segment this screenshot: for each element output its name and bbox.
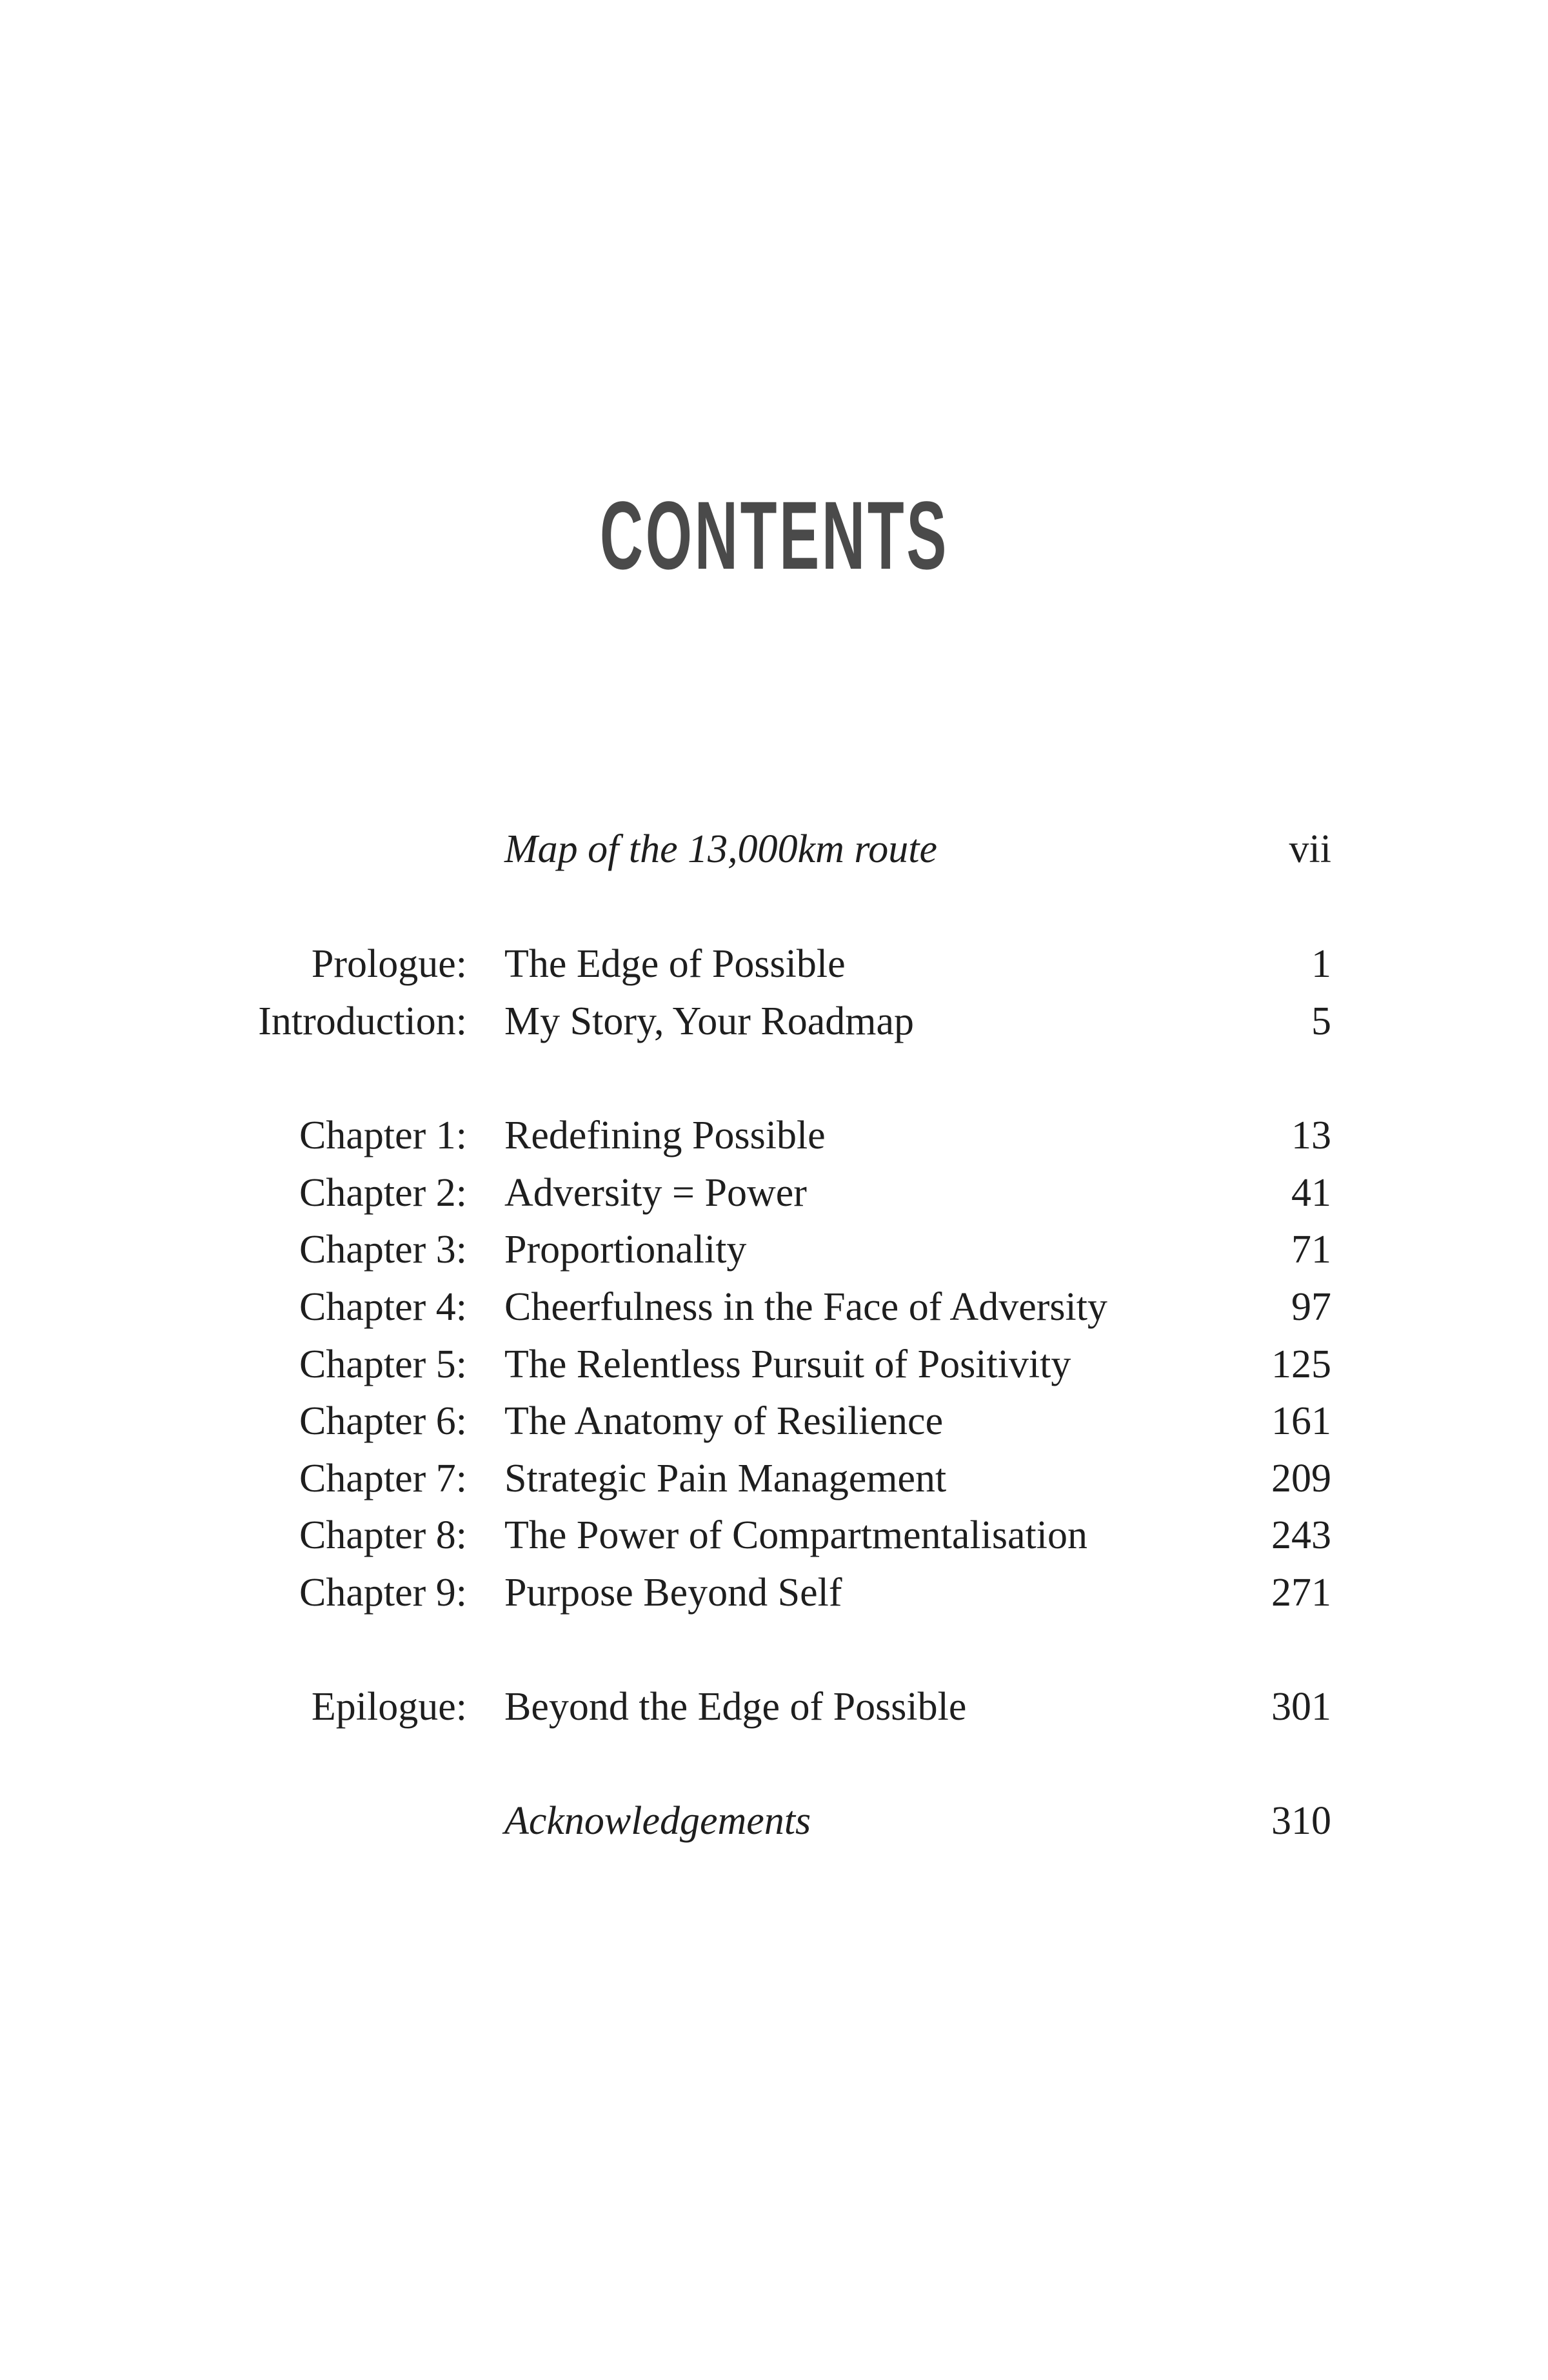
toc-entry-title[interactable]: The Relentless Pursuit of Positivity (504, 1342, 1071, 1386)
toc-entry-title[interactable]: Beyond the Edge of Possible (504, 1685, 967, 1729)
toc-entry-map[interactable] (0, 820, 1548, 878)
toc-entry-introduction[interactable] (0, 992, 1548, 1050)
toc-entry-epilogue[interactable] (0, 1678, 1548, 1736)
toc-entry-title[interactable]: The Edge of Possible (504, 942, 846, 986)
toc-entry-page: 1 (1311, 942, 1331, 986)
toc-entry-acknowledgements[interactable] (0, 1792, 1548, 1850)
toc-entry-chapter-2[interactable] (0, 1164, 1548, 1222)
toc-entry-chapter-3[interactable] (0, 1221, 1548, 1279)
toc-entry-label: Introduction: (258, 999, 467, 1043)
toc-entry-label: Chapter 4: (299, 1285, 467, 1329)
toc-entry-title[interactable]: Acknowledgements (504, 1799, 811, 1843)
toc-entry-chapter-7[interactable] (0, 1450, 1548, 1508)
toc-entry-page: vii (1289, 827, 1331, 871)
toc-entry-chapter-6[interactable] (0, 1392, 1548, 1450)
toc-entry-page: 243 (1271, 1513, 1331, 1557)
toc-entry-page: 5 (1311, 999, 1331, 1043)
toc-entry-page: 125 (1271, 1342, 1331, 1386)
toc-entry-chapter-5[interactable] (0, 1335, 1548, 1393)
toc-entry-chapter-1[interactable] (0, 1106, 1548, 1165)
toc-entry-label: Epilogue: (311, 1685, 467, 1729)
toc-entry-title[interactable]: Strategic Pain Management (504, 1457, 947, 1500)
toc-entry-prologue[interactable] (0, 935, 1548, 993)
toc-entry-page: 310 (1271, 1799, 1331, 1843)
toc-entry-label: Chapter 1: (299, 1114, 467, 1157)
toc-entry-page: 13 (1291, 1114, 1331, 1157)
page-title-text: CONTENTS (599, 481, 949, 589)
toc-entry-title[interactable]: Purpose Beyond Self (504, 1571, 842, 1615)
toc-entry-page: 41 (1291, 1171, 1331, 1215)
toc-entry-label: Chapter 2: (299, 1171, 467, 1215)
page-title (0, 477, 1548, 593)
toc-entry-title[interactable]: Map of the 13,000km route (504, 827, 937, 871)
toc-entry-title[interactable]: The Anatomy of Resilience (504, 1399, 944, 1443)
toc-entry-chapter-9[interactable] (0, 1564, 1548, 1622)
toc-entry-page: 71 (1291, 1228, 1331, 1272)
toc-entry-title[interactable]: Redefining Possible (504, 1114, 826, 1157)
toc-entry-title[interactable]: My Story, Your Roadmap (504, 999, 914, 1043)
toc-entry-page: 301 (1271, 1685, 1331, 1729)
toc-entry-title[interactable]: Cheerfulness in the Face of Adversity (504, 1285, 1107, 1329)
toc-entry-page: 161 (1271, 1399, 1331, 1443)
toc-entry-chapter-4[interactable] (0, 1278, 1548, 1336)
toc-entry-page: 209 (1271, 1457, 1331, 1500)
toc-entry-label: Chapter 6: (299, 1399, 467, 1443)
toc-entry-title[interactable]: Adversity = Power (504, 1171, 807, 1215)
toc-entry-label: Chapter 3: (299, 1228, 467, 1272)
toc-entry-page: 97 (1291, 1285, 1331, 1329)
toc-entry-title[interactable]: Proportionality (504, 1228, 747, 1272)
toc-entry-title[interactable]: The Power of Compartmentalisation (504, 1513, 1087, 1557)
toc-entry-chapter-8[interactable] (0, 1506, 1548, 1564)
toc-entry-label: Chapter 5: (299, 1342, 467, 1386)
toc-entry-label: Chapter 7: (299, 1457, 467, 1500)
toc-entry-label: Prologue: (311, 942, 467, 986)
toc-entry-page: 271 (1271, 1571, 1331, 1615)
toc-entry-label: Chapter 9: (299, 1571, 467, 1615)
toc-entry-label: Chapter 8: (299, 1513, 467, 1557)
